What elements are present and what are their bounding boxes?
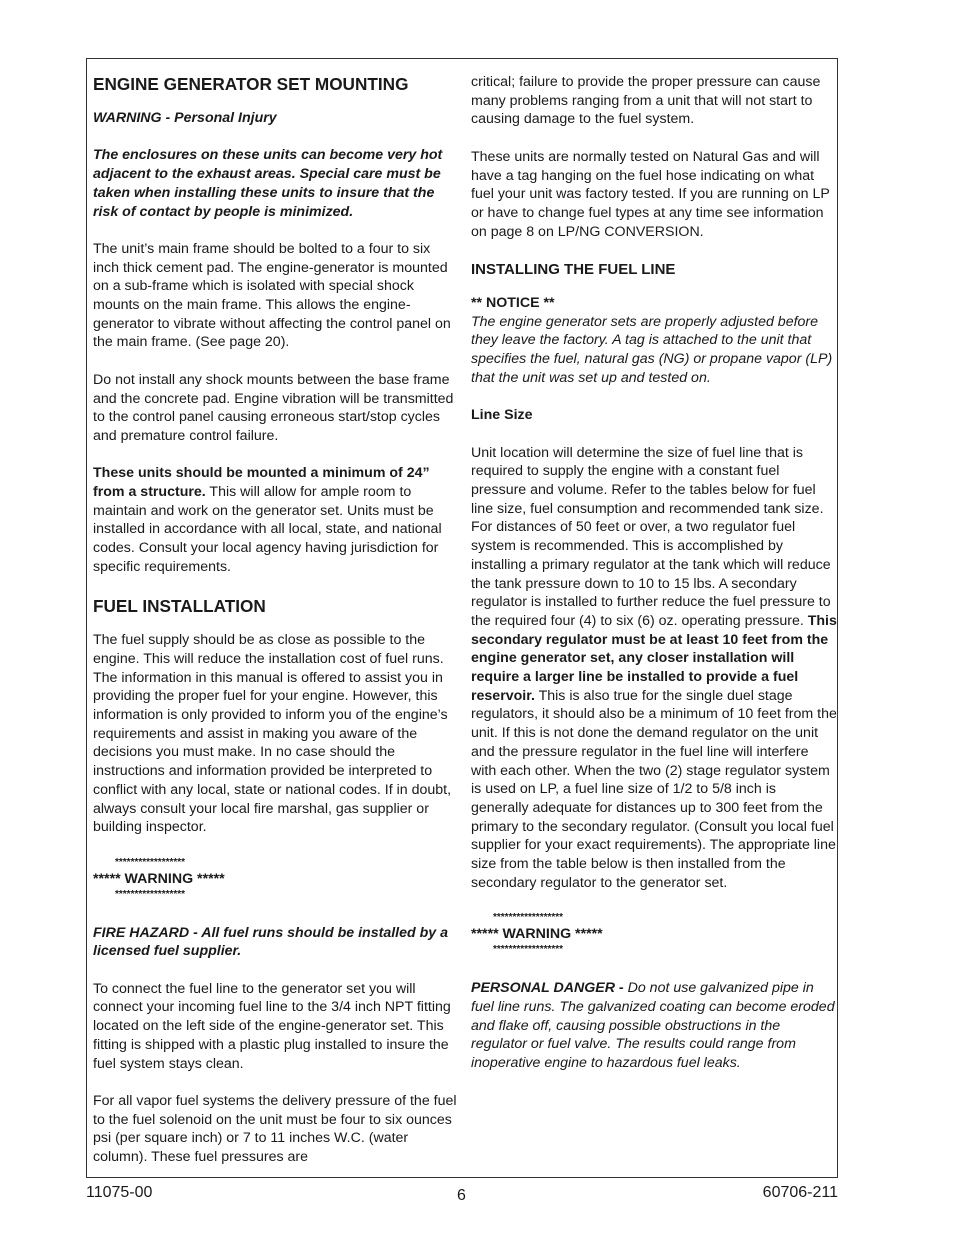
warning-label: ***** WARNING ***** — [471, 926, 603, 943]
heading-installing-fuel-line: INSTALLING THE FUEL LINE — [471, 261, 676, 278]
mounting-paragraph-2: Do not install any shock mounts between the base frame and the concrete pad. Engine vibration will be transmitted to the control panel causing erroneous start/stop cycles and premature control failure. — [93, 371, 454, 444]
warning-stars-bottom: ****************** — [115, 888, 186, 900]
personal-danger-text: Do not use galvanized pipe in fuel line runs. The galvanized coating can become eroded and flake off, causing possible obstructions in the regulator or fuel valve. The results could range from inoperative engine to hazardous fuel leaks. — [471, 980, 835, 1071]
heading-fuel-installation: FUEL INSTALLATION — [93, 596, 266, 617]
personal-danger-label: PERSONAL DANGER - — [471, 980, 628, 997]
page-frame — [86, 58, 838, 1178]
warning-enclosure-text: The enclosures on these units can become very hot adjacent to the exhaust areas. Special care must be taken when installing these units to insure that the risk of contact by people is minimized. — [93, 147, 443, 220]
vapor-pressure-paragraph: For all vapor fuel systems the delivery pressure of the fuel to the fuel solenoid on the unit must be four to six ounces psi (per square inch) or 7 to 11 inches W.C. (water column). These fuel pressures are — [93, 1092, 457, 1166]
footer-page-number: 6 — [457, 1187, 466, 1204]
right-column — [471, 73, 837, 1091]
line-size-paragraph — [471, 444, 837, 893]
line-size-text-b: This is also true for the single duel stage regulators, it should also be a minimum of 10 feet from the unit. If this is not done the demand regulator on the unit and the pressure regulator in the fuel line will interfere with each other. When the two (2) stage regulator system is used on LP, a fuel line size of 1/2 to 5/8 inch is generally adequate for distances up to 300 feet from the primary to the secondary regulator. (Consult you local fuel supplier for your exact requirements). The appropriate line size from the table below is then installed from the secondary regulator to the generator set. — [471, 687, 837, 891]
mounting-paragraph-3-rest: This will allow for ample room to maintain and work on the generator set. Units must be installed in accordance with all local, state, and national codes. Consult your local agency having jurisdiction for specific requirements. — [93, 484, 442, 575]
warning-stars-bottom: ****************** — [493, 944, 564, 956]
fuel-installation-paragraph: The fuel supply should be as close as possible to the engine. This will reduce the installation cost of fuel runs. The information in this manual is offered to assist you in providing the proper fuel for your engine. However, this information is only provided to inform you of the engine’s requirements and assist in making you aware of the decisions you must make. In no case should the instructions and information provided be interpreted to conflict with any local, state or national codes. If in doubt, always consult your local fire marshal, gas supplier or building inspector. — [93, 632, 452, 836]
warning-banner-right — [471, 911, 837, 957]
fuel-connection-paragraph: To connect the fuel line to the generator set you will connect your incoming fuel line to the 3/4 inch NPT fitting located on the left side of the engine-generator set. This fitting is shipped with a plastic plug installed to insure the fuel system stays clean. — [93, 980, 451, 1072]
mounting-paragraph-3 — [93, 464, 457, 576]
warning-stars-top: ****************** — [115, 856, 186, 868]
footer-part-number: 60706-211 — [762, 1184, 838, 1201]
notice-text: The engine generator sets are properly adjusted before they leave the factory. A tag is attached to the unit that specifies the fuel, natural gas (NG) or propane vapor (LP) that the unit was set up and tested on. — [471, 313, 833, 386]
footer-document-number: 11075-00 — [86, 1184, 153, 1201]
notice-block — [471, 294, 837, 388]
notice-label: ** NOTICE ** — [471, 295, 555, 311]
warning-personal-injury-title: WARNING - Personal Injury — [93, 110, 277, 126]
heading-line-size: Line Size — [471, 407, 533, 424]
warning-stars-top: ****************** — [493, 912, 564, 924]
line-size-text-a: Unit location will determine the size of fuel line that is required to supply the engine with a constant fuel pressure and volume. Refer to the tables below for fuel line size, fuel consumption and recommended tank size. For distances of 50 feet or over, a two regulator fuel system is recommended. This is accomplished by installing a primary regulator at the tank which will reduce the tank pressure down to 10 to 15 lbs. A secondary regulator is installed to further reduce the fuel pressure to the required four (4) to six (6) oz. operating pressure. — [471, 444, 831, 629]
warning-label: ***** WARNING ***** — [93, 870, 225, 887]
left-column — [93, 73, 457, 1185]
warning-banner-left — [93, 856, 457, 902]
personal-danger-warning — [471, 979, 837, 1073]
mounting-minimum-distance-bold: These units should be mounted a minimum of 24” from a structure. — [93, 465, 430, 500]
heading-engine-generator-set-mounting: ENGINE GENERATOR SET MOUNTING — [93, 74, 409, 94]
mounting-paragraph-1: The unit’s main frame should be bolted to a four to six inch thick cement pad. The engine-generator is mounted on a sub-frame which is isolated with special shock mounts on the main frame. This allows the engine-generator to vibrate without affecting the control panel on the main frame. (See page 20). — [93, 240, 451, 351]
pressure-critical-paragraph: critical; failure to provide the proper pressure can cause many problems ranging from a unit that will not start to causing damage to the fuel system. — [471, 74, 821, 128]
natural-gas-testing-paragraph: These units are normally tested on Natural Gas and will have a tag hanging on the fuel hose indicating on what fuel your unit was factory tested. If you are running on LP or have to change fuel types at any time see information on page 8 on LP/NG CONVERSION. — [471, 148, 830, 240]
fire-hazard-warning: FIRE HAZARD - All fuel runs should be installed by a licensed fuel supplier. — [93, 924, 448, 960]
secondary-regulator-bold: This secondary regulator must be at least 10 feet from the engine generator set, any closer installation will require a larger line be installed to provide a fuel reservoir. — [471, 612, 837, 704]
